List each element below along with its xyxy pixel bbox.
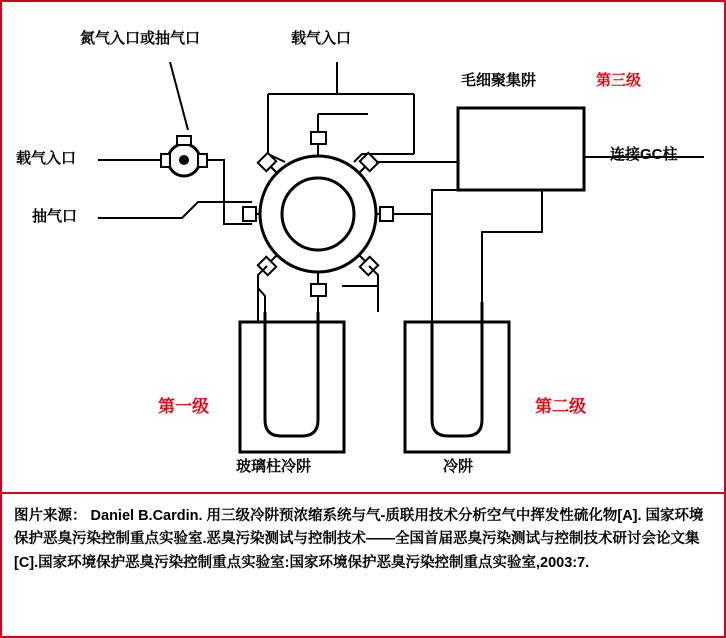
stage-one-dewar-box <box>240 322 344 452</box>
rotary-valve-port-top <box>177 136 191 145</box>
rotary-valve-center <box>179 155 189 165</box>
stage-two-dewar-box <box>405 322 509 452</box>
label-cold-trap: 冷阱 <box>443 458 474 475</box>
caption-divider <box>2 492 724 494</box>
label-gc-column: 连接GC柱 <box>610 146 678 163</box>
stage-two-return-line <box>482 190 542 302</box>
east-port-to-trap-line <box>393 190 458 214</box>
diagram-canvas <box>2 2 724 492</box>
figure-caption: 图片来源： Daniel B.Cardin. 用三级冷阱预浓缩系统与气-质联用技术分析空气中挥发性硫化物[A]. 国家环境保护恶臭污染控制重点实验室.恶臭污染测试与控制技术——全国首届恶臭污染测试与控制技术研讨会论文集[C].国家环境保护恶臭污染控制重点实验室:国家环境保护恶臭污染控制重点实验室,2003:7. <box>14 508 704 571</box>
valve-fitting-e <box>380 207 393 221</box>
label-carrier-gas-inlet-top: 载气入口 <box>291 30 352 47</box>
east-port-down-line <box>393 214 432 247</box>
label-pump-outlet: 抽气口 <box>32 208 78 225</box>
capillary-trap-box <box>458 108 584 190</box>
label-carrier-gas-inlet-left: 载气入口 <box>16 150 77 167</box>
valve-fitting-s <box>311 284 326 296</box>
nitrogen-leader-line <box>170 62 188 130</box>
rotary-valve-port-left <box>161 154 170 167</box>
stage-one-right-top-link <box>342 286 378 312</box>
top-pipe-left-branch <box>268 94 285 162</box>
label-nitrogen-inlet: 氮气入口或抽气口 <box>80 30 201 47</box>
label-capillary-trap: 毛细聚集阱 <box>461 72 537 89</box>
valve-fitting-n <box>311 132 326 144</box>
label-stage-two: 第二级 <box>535 397 586 416</box>
rotary-valve-port-right <box>198 154 207 167</box>
label-stage-three: 第三级 <box>596 72 642 89</box>
valve-fitting-w <box>243 207 256 221</box>
pump-outlet-line <box>98 202 252 218</box>
main-valve-inner-ring <box>282 178 354 250</box>
label-stage-one: 第一级 <box>158 397 209 416</box>
label-glass-cold-trap: 玻璃柱冷阱 <box>236 458 312 475</box>
stage-one-left-top-link <box>258 288 265 312</box>
